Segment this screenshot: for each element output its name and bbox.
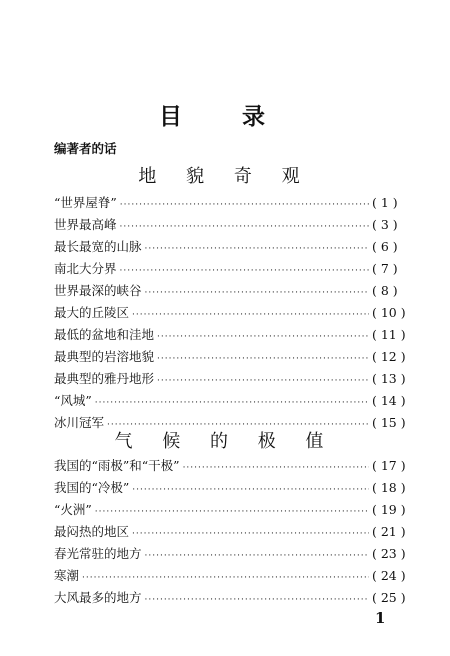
toc-entry-page: ( 21 ) bbox=[372, 524, 406, 539]
toc-entry-page: ( 15 ) bbox=[372, 415, 406, 430]
toc-entry-title: 我国的“雨极”和“干极” bbox=[54, 458, 180, 473]
toc-entry-page: ( 12 ) bbox=[372, 349, 406, 364]
toc-entry-title: 冰川冠军 bbox=[54, 415, 105, 430]
toc-entry-page: ( 14 ) bbox=[372, 393, 406, 408]
toc-entry-page: ( 11 ) bbox=[372, 327, 406, 342]
toc-leader-dots bbox=[145, 282, 369, 304]
toc-preface-entry[interactable]: 编著者的话 bbox=[54, 141, 117, 156]
toc-leader-dots bbox=[132, 523, 369, 545]
toc-leader-dots bbox=[157, 348, 369, 370]
toc-leader-dots bbox=[132, 479, 369, 501]
toc-entry-page: ( 7 ) bbox=[372, 261, 398, 276]
toc-leader-dots bbox=[120, 194, 369, 216]
toc-entry-title: 南北大分界 bbox=[54, 261, 117, 276]
toc-entry[interactable] bbox=[54, 324, 406, 346]
toc-leader-dots bbox=[95, 501, 369, 523]
toc-leader-dots bbox=[95, 392, 369, 414]
toc-leader-dots bbox=[145, 238, 369, 260]
toc-entry-page: ( 18 ) bbox=[372, 480, 406, 495]
toc-entry-title: 春光常驻的地方 bbox=[54, 546, 142, 561]
toc-entry[interactable] bbox=[54, 258, 406, 280]
toc-entry-title: 最长最宽的山脉 bbox=[54, 239, 142, 254]
toc-entry[interactable] bbox=[54, 499, 406, 521]
section-heading-landforms: 地 貌 奇 观 bbox=[138, 166, 312, 187]
page-title: 目 录 bbox=[158, 104, 291, 130]
toc-entry-title: 最闷热的地区 bbox=[54, 524, 130, 539]
page-number: 1 bbox=[375, 609, 386, 627]
toc-entry-title: 最大的丘陵区 bbox=[54, 305, 130, 320]
toc-entry[interactable] bbox=[54, 192, 406, 214]
toc-entry-title: 我国的“冷极” bbox=[54, 480, 130, 495]
toc-entry[interactable] bbox=[54, 565, 406, 587]
toc-entry-page: ( 8 ) bbox=[372, 283, 398, 298]
toc-leader-dots bbox=[145, 545, 369, 567]
toc-entry[interactable] bbox=[54, 280, 406, 302]
toc-leader-dots bbox=[157, 326, 369, 348]
toc-entry-page: ( 19 ) bbox=[372, 502, 406, 517]
toc-list-landforms bbox=[54, 192, 406, 434]
toc-entry-page: ( 23 ) bbox=[372, 546, 406, 561]
toc-entry-title: 大风最多的地方 bbox=[54, 590, 142, 605]
toc-leader-dots bbox=[183, 457, 369, 479]
toc-list-climate bbox=[54, 455, 406, 609]
toc-entry[interactable] bbox=[54, 477, 406, 499]
toc-leader-dots bbox=[82, 567, 369, 589]
toc-leader-dots bbox=[120, 260, 369, 282]
toc-entry-page: ( 1 ) bbox=[372, 195, 398, 210]
toc-entry-page: ( 17 ) bbox=[372, 458, 406, 473]
toc-leader-dots bbox=[157, 370, 369, 392]
toc-entry-title: 世界最深的峡谷 bbox=[54, 283, 142, 298]
toc-entry[interactable] bbox=[54, 543, 406, 565]
toc-entry-title: “火洲” bbox=[54, 502, 92, 517]
toc-entry[interactable] bbox=[54, 214, 406, 236]
toc-leader-dots bbox=[132, 304, 369, 326]
toc-entry[interactable] bbox=[54, 587, 406, 609]
toc-entry[interactable] bbox=[54, 455, 406, 477]
section-heading-climate: 气 候 的 极 值 bbox=[114, 431, 336, 452]
toc-entry-title: “世界屋脊” bbox=[54, 195, 117, 210]
toc-entry[interactable] bbox=[54, 390, 406, 412]
toc-entry-title: 世界最高峰 bbox=[54, 217, 117, 232]
toc-entry[interactable] bbox=[54, 521, 406, 543]
toc-entry-page: ( 25 ) bbox=[372, 590, 406, 605]
toc-entry-title: 最典型的雅丹地形 bbox=[54, 371, 155, 386]
toc-entry[interactable] bbox=[54, 236, 406, 258]
toc-entry-title: 寒潮 bbox=[54, 568, 80, 583]
toc-entry-title: 最低的盆地和洼地 bbox=[54, 327, 155, 342]
toc-entry-page: ( 13 ) bbox=[372, 371, 406, 386]
toc-leader-dots bbox=[120, 216, 369, 238]
toc-entry-title: 最典型的岩溶地貌 bbox=[54, 349, 155, 364]
toc-entry[interactable] bbox=[54, 368, 406, 390]
toc-entry-title: “风城” bbox=[54, 393, 92, 408]
toc-entry-page: ( 6 ) bbox=[372, 239, 398, 254]
toc-entry-page: ( 24 ) bbox=[372, 568, 406, 583]
toc-entry[interactable] bbox=[54, 346, 406, 368]
toc-entry[interactable] bbox=[54, 302, 406, 324]
toc-entry-page: ( 3 ) bbox=[372, 217, 398, 232]
toc-entry-page: ( 10 ) bbox=[372, 305, 406, 320]
toc-leader-dots bbox=[145, 589, 369, 611]
